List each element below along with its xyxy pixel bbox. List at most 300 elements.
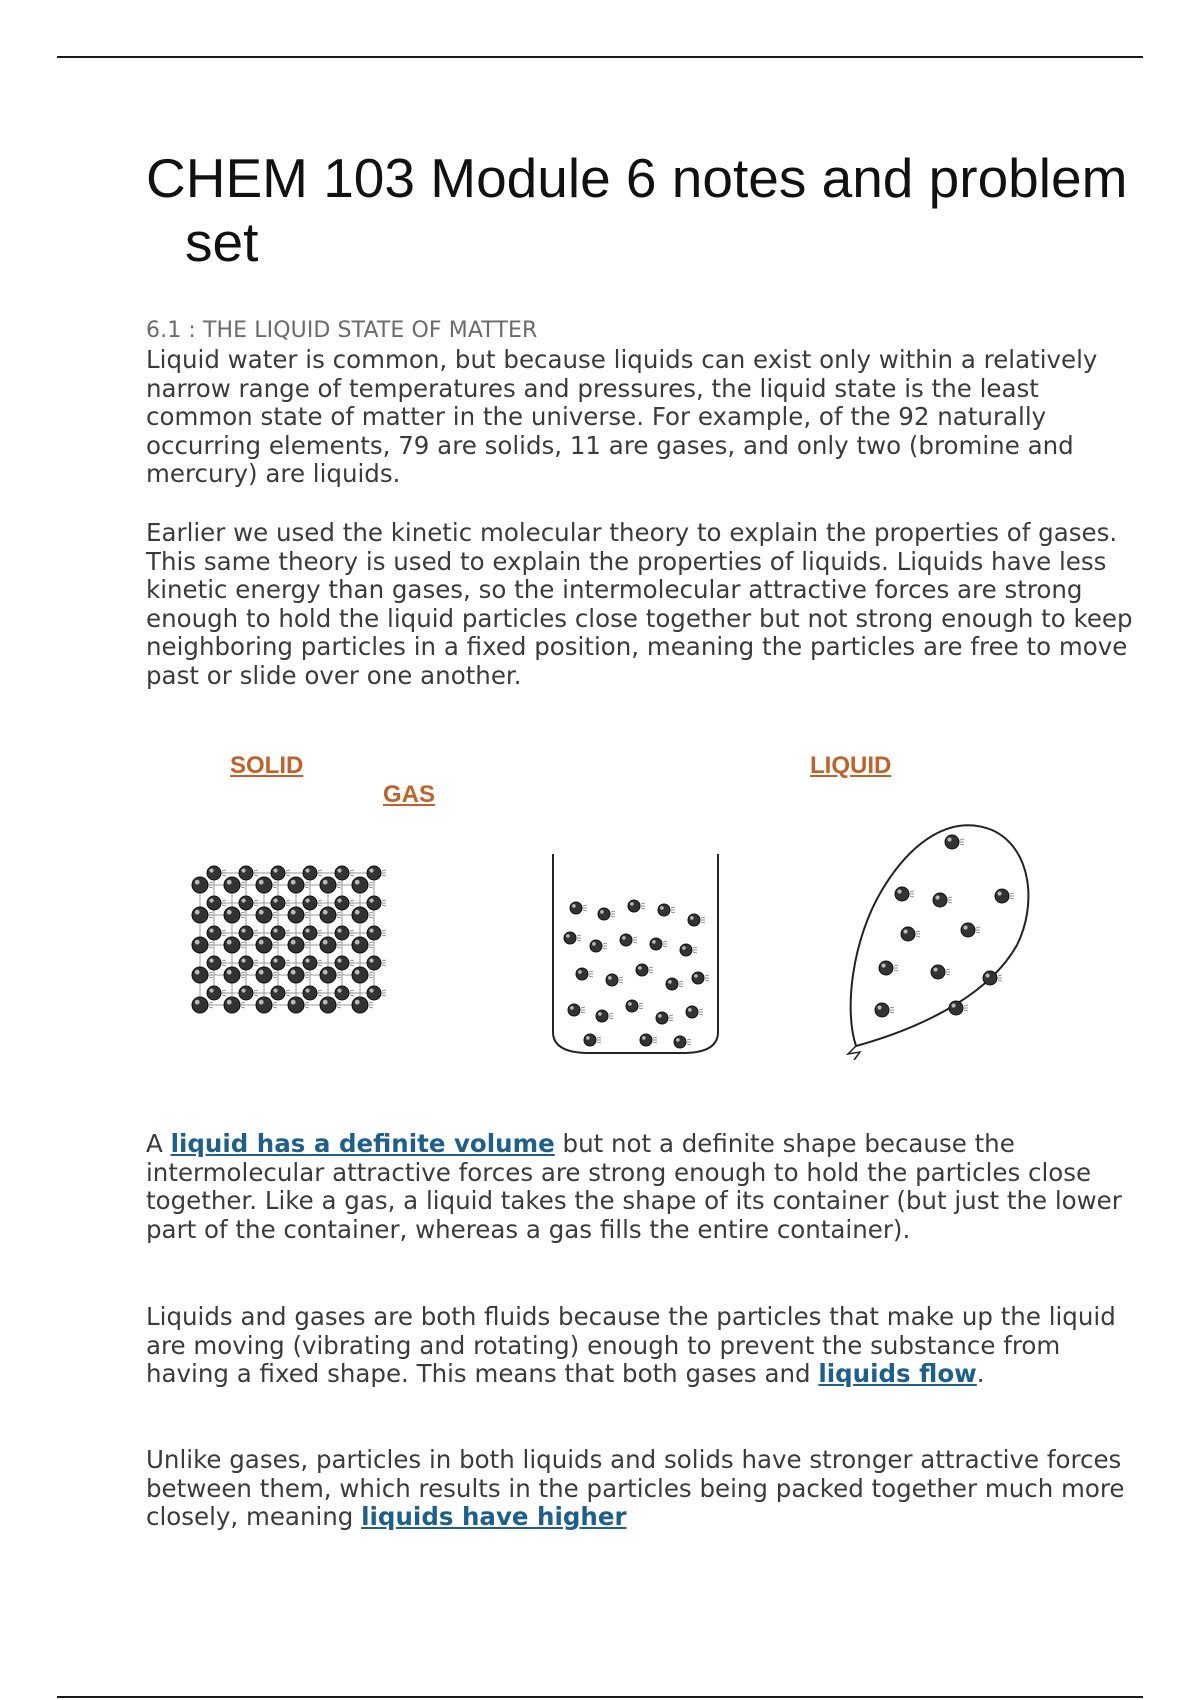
- solid-particle-motion-line: [318, 935, 322, 936]
- solid-particle-motion-line: [209, 977, 213, 978]
- liquid-particle: [640, 1034, 657, 1046]
- p5-pre: Unlike gases, particles in both liquids and solids have stronger attractive forces between them, which results in the particles being packed together much more closely, meaning: [146, 1445, 1125, 1532]
- liquid-particle-highlight: [600, 910, 604, 914]
- solid-particle-core: [224, 907, 240, 923]
- solid-particle-motion-line: [318, 930, 322, 931]
- solid-particle-motion-line: [241, 1007, 245, 1008]
- solid-particle-motion-line: [273, 912, 277, 913]
- solid-particle-core: [303, 926, 317, 940]
- solid-particle: [288, 937, 309, 953]
- liquid-particle: [606, 974, 623, 986]
- solid-particle-core: [271, 896, 285, 910]
- gas-particle-motion-line: [890, 1007, 894, 1008]
- solid-particle-motion-line: [318, 905, 322, 906]
- beaker-particles: [564, 900, 709, 1048]
- paragraph-density: [146, 1446, 1146, 1532]
- solid-particle: [335, 986, 354, 1000]
- solid-particle: [367, 986, 386, 1000]
- liquid-particle-highlight: [682, 946, 686, 950]
- bottom-rule: [57, 1696, 1143, 1698]
- solid-particle-highlight: [369, 898, 373, 902]
- solid-particle-motion-line: [273, 977, 277, 978]
- solid-particle-motion-line: [382, 905, 386, 906]
- liquid-particle-core: [650, 938, 662, 950]
- solid-particle-core: [320, 937, 336, 953]
- solid-particle-core: [288, 907, 304, 923]
- liquid-particle-core: [596, 1010, 608, 1022]
- solid-particle-highlight: [323, 940, 328, 945]
- solid-particle-motion-line: [254, 935, 258, 936]
- solid-particle: [335, 866, 354, 880]
- solid-particle-motion-line: [286, 900, 290, 901]
- solid-particle-motion-line: [350, 995, 354, 996]
- gas-particle-core: [879, 961, 893, 975]
- solid-particle-core: [288, 997, 304, 1013]
- liquid-particle-motion-line: [589, 976, 593, 977]
- solid-particle-highlight: [195, 880, 200, 885]
- solid-particle-core: [352, 877, 368, 893]
- solid-particle: [239, 866, 258, 880]
- liquid-particle-highlight: [638, 966, 642, 970]
- solid-particle: [207, 866, 226, 880]
- gas-particle-motion-line: [1010, 898, 1014, 899]
- solid-particle-motion-line: [241, 917, 245, 918]
- liquid-beaker-illustration: [546, 850, 726, 1060]
- solid-particle: [256, 937, 277, 953]
- solid-particle-highlight: [355, 940, 360, 945]
- liquid-particle-motion-line: [589, 971, 593, 972]
- solid-particle: [352, 967, 373, 983]
- solid-particle-motion-line: [222, 995, 226, 996]
- liquid-particle-motion-line: [699, 1014, 703, 1015]
- solid-particle-motion-line: [350, 870, 354, 871]
- solid-particle-highlight: [273, 868, 277, 872]
- gas-particle-highlight: [997, 891, 1001, 895]
- gas-particle: [933, 893, 952, 907]
- solid-particle-core: [335, 866, 349, 880]
- solid-particle: [352, 997, 373, 1013]
- solid-particle-highlight: [355, 880, 360, 885]
- liquid-particle-highlight: [630, 902, 634, 906]
- solid-particle-core: [288, 967, 304, 983]
- solid-particle-motion-line: [209, 972, 213, 973]
- solid-particle: [335, 956, 354, 970]
- solid-particle-motion-line: [369, 972, 373, 973]
- solid-particle-core: [256, 997, 272, 1013]
- solid-particle-motion-line: [254, 965, 258, 966]
- liquid-particle-motion-line: [669, 1015, 673, 1016]
- link-liquids-flow[interactable]: liquids flow: [818, 1359, 977, 1389]
- liquid-particle-core: [658, 904, 670, 916]
- solid-particle: [271, 986, 290, 1000]
- solid-particle-highlight: [241, 988, 245, 992]
- liquid-particle-motion-line: [663, 941, 667, 942]
- liquid-particle: [596, 1010, 613, 1022]
- liquid-particle-highlight: [660, 906, 664, 910]
- solid-particle-highlight: [337, 898, 341, 902]
- solid-particle-motion-line: [222, 875, 226, 876]
- solid-particle-highlight: [305, 988, 309, 992]
- solid-particle-motion-line: [350, 935, 354, 936]
- liquid-particle-core: [680, 944, 692, 956]
- solid-particle-motion-line: [286, 930, 290, 931]
- solid-particle-motion-line: [337, 887, 341, 888]
- solid-particle-motion-line: [305, 887, 309, 888]
- liquid-particle-motion-line: [705, 975, 709, 976]
- solid-particle: [192, 907, 213, 923]
- solid-particle-motion-line: [222, 930, 226, 931]
- gas-particle-motion-line: [916, 931, 920, 932]
- solid-particle: [224, 907, 245, 923]
- solid-particle-motion-line: [222, 900, 226, 901]
- solid-particle-motion-line: [273, 972, 277, 973]
- solid-particle-highlight: [195, 910, 200, 915]
- solid-particle-core: [224, 937, 240, 953]
- liquid-particle-motion-line: [641, 903, 645, 904]
- gas-particle-motion-line: [964, 1010, 968, 1011]
- gas-particle-highlight: [881, 963, 885, 967]
- liquid-particle: [656, 1012, 673, 1024]
- paragraph-liquid-rarity: Liquid water is common, but because liquids can exist only within a relatively narrow range of temperatures and pressures, the liquid state is the least common state of matter in the universe. For example, of the 92 naturally occurring elements, 79 are solids, 11 are gases, and only two (bromine and mercury) are liquids.: [146, 345, 1098, 489]
- solid-particle-motion-line: [209, 917, 213, 918]
- solid-particle-core: [192, 937, 208, 953]
- solid-particle-highlight: [241, 958, 245, 962]
- solid-particle-motion-line: [382, 965, 386, 966]
- liquid-particle-motion-line: [653, 1037, 657, 1038]
- solid-particle-motion-line: [241, 972, 245, 973]
- solid-particle-motion-line: [369, 1002, 373, 1003]
- solid-particle-motion-line: [318, 990, 322, 991]
- gas-particle: [995, 889, 1014, 903]
- gas-particle-highlight: [877, 1005, 881, 1009]
- solid-particle: [207, 956, 226, 970]
- solid-particle-motion-line: [382, 870, 386, 871]
- solid-particle-motion-line: [273, 1007, 277, 1008]
- liquid-particle-highlight: [694, 974, 698, 978]
- solid-particle-motion-line: [318, 900, 322, 901]
- gas-particle-highlight: [963, 925, 967, 929]
- solid-particle-motion-line: [337, 912, 341, 913]
- solid-particle: [239, 956, 258, 970]
- liquid-particle-core: [590, 940, 602, 952]
- link-liquids-have-higher[interactable]: liquids have higher: [361, 1502, 627, 1532]
- beaker-outline: [553, 854, 718, 1053]
- label-gas: GAS: [383, 781, 436, 808]
- gas-particle-motion-line: [1010, 893, 1014, 894]
- gas-particle-motion-line: [916, 936, 920, 937]
- solid-particle-motion-line: [222, 905, 226, 906]
- liquid-particle-core: [568, 1004, 580, 1016]
- title-line-2: set: [185, 211, 259, 273]
- solid-particle-core: [367, 866, 381, 880]
- solid-particle-core: [303, 986, 317, 1000]
- liquid-particle: [620, 934, 637, 946]
- solid-particle-motion-line: [350, 930, 354, 931]
- solid-particle-motion-line: [350, 965, 354, 966]
- solid-particle: [303, 926, 322, 940]
- solid-particle-highlight: [291, 1000, 296, 1005]
- solid-particle-highlight: [195, 970, 200, 975]
- solid-particle-motion-line: [254, 990, 258, 991]
- liquid-particle-motion-line: [687, 1039, 691, 1040]
- solid-particle-motion-line: [337, 942, 341, 943]
- gas-particle-motion-line: [946, 969, 950, 970]
- gas-balloon-illustration: [842, 810, 1042, 1060]
- solid-particle-motion-line: [222, 960, 226, 961]
- gas-particle-motion-line: [910, 891, 914, 892]
- solid-particle-core: [192, 907, 208, 923]
- solid-particle-core: [271, 986, 285, 1000]
- solid-particle-core: [367, 956, 381, 970]
- gas-particle: [901, 927, 920, 941]
- solid-particle-motion-line: [382, 900, 386, 901]
- liquid-particle: [650, 938, 667, 950]
- solid-particle-motion-line: [254, 905, 258, 906]
- solid-particle-highlight: [241, 898, 245, 902]
- liquid-particle: [568, 1004, 585, 1016]
- solid-particle-core: [192, 997, 208, 1013]
- solid-particle-motion-line: [254, 960, 258, 961]
- gas-particle-core: [895, 887, 909, 901]
- liquid-particle: [680, 944, 697, 956]
- gas-particle: [949, 1001, 968, 1015]
- solid-particle: [192, 967, 213, 983]
- solid-particle-core: [335, 926, 349, 940]
- paragraph-definite-volume: [146, 1130, 1146, 1244]
- solid-particle-motion-line: [337, 882, 341, 883]
- solid-particle-motion-line: [241, 942, 245, 943]
- gas-particle-motion-line: [894, 965, 898, 966]
- liquid-particle: [674, 1036, 691, 1048]
- solid-particle-highlight: [355, 910, 360, 915]
- solid-particle-highlight: [305, 898, 309, 902]
- solid-particle-core: [207, 956, 221, 970]
- liquid-particle-highlight: [668, 980, 672, 984]
- solid-particle-highlight: [355, 1000, 360, 1005]
- liquid-particle-motion-line: [603, 948, 607, 949]
- gas-particle-core: [949, 1001, 963, 1015]
- solid-particle-motion-line: [369, 977, 373, 978]
- solid-particle: [288, 907, 309, 923]
- solid-particle-motion-line: [286, 995, 290, 996]
- solid-particle-highlight: [369, 928, 373, 932]
- liquid-particle-core: [640, 1034, 652, 1046]
- solid-particle-motion-line: [337, 947, 341, 948]
- solid-particle-core: [271, 926, 285, 940]
- solid-particle-highlight: [195, 940, 200, 945]
- gas-particle-core: [995, 889, 1009, 903]
- solid-particle-core: [335, 986, 349, 1000]
- solid-particle-highlight: [305, 868, 309, 872]
- gas-particle-motion-line: [948, 902, 952, 903]
- solid-particle-motion-line: [382, 930, 386, 931]
- solid-particle-motion-line: [209, 887, 213, 888]
- liquid-particle-motion-line: [597, 1037, 601, 1038]
- liquid-particle-highlight: [676, 1038, 680, 1042]
- solid-particle: [224, 937, 245, 953]
- solid-particle-motion-line: [305, 977, 309, 978]
- liquid-particle-motion-line: [577, 940, 581, 941]
- gas-particle-highlight: [897, 889, 901, 893]
- solid-particle: [303, 956, 322, 970]
- solid-particle: [224, 967, 245, 983]
- liquid-particle-core: [570, 902, 582, 914]
- liquid-particle: [658, 904, 675, 916]
- p4-post: .: [976, 1359, 985, 1389]
- solid-particle: [288, 967, 309, 983]
- solid-particle-motion-line: [337, 1007, 341, 1008]
- gas-particle-core: [933, 893, 947, 907]
- liquid-particle-motion-line: [603, 943, 607, 944]
- solid-particle-motion-line: [318, 870, 322, 871]
- solid-particle-core: [367, 926, 381, 940]
- liquid-particle: [584, 1034, 601, 1046]
- solid-particle-highlight: [355, 970, 360, 975]
- solid-particle: [303, 866, 322, 880]
- solid-particle-core: [239, 956, 253, 970]
- solid-particle: [224, 997, 245, 1013]
- liquid-particle-motion-line: [609, 1018, 613, 1019]
- solid-particle: [256, 907, 277, 923]
- solid-particle-core: [224, 997, 240, 1013]
- liquid-particle-core: [688, 914, 700, 926]
- solid-particle: [207, 926, 226, 940]
- gas-particle-motion-line: [964, 1005, 968, 1006]
- gas-particle-highlight: [935, 895, 939, 899]
- solid-particle-highlight: [337, 988, 341, 992]
- paragraph-kinetic-theory: Earlier we used the kinetic molecular theory to explain the properties of gases. This same theory is used to explain the properties of liquids. Liquids have less kinetic energy than gases, so the intermolecular attractive forces are strong enough to hold the liquid particles close together but not strong enough to keep neighboring particles in a fixed position, meaning the particles are free to move past or slide over one another.: [146, 518, 1133, 690]
- gas-particle: [931, 965, 950, 979]
- solid-particle: [288, 997, 309, 1013]
- solid-particle-motion-line: [241, 977, 245, 978]
- solid-particle-highlight: [291, 880, 296, 885]
- liquid-particle-core: [584, 1034, 596, 1046]
- solid-particle-core: [320, 997, 336, 1013]
- liquid-particle-highlight: [658, 1014, 662, 1018]
- solid-particle-motion-line: [254, 900, 258, 901]
- solid-particle-motion-line: [318, 995, 322, 996]
- solid-particle-core: [271, 956, 285, 970]
- solid-particle-motion-line: [254, 995, 258, 996]
- liquid-particle-highlight: [578, 970, 582, 974]
- p3-post: but not a definite shape because the intermolecular attractive forces are strong enough to hold the particles close together. Like a gas, a liquid takes the shape of its container (but just the lower part of the container, whereas a gas fills the entire container).: [146, 1129, 1122, 1244]
- solid-particle-motion-line: [305, 917, 309, 918]
- solid-particle-motion-line: [241, 912, 245, 913]
- gas-particle-motion-line: [960, 844, 964, 845]
- solid-particle-highlight: [259, 970, 264, 975]
- p3-pre: A: [146, 1129, 171, 1158]
- solid-particle-highlight: [323, 910, 328, 915]
- liquid-particle-motion-line: [619, 977, 623, 978]
- liquid-particle-motion-line: [671, 912, 675, 913]
- solid-particle-highlight: [209, 868, 213, 872]
- solid-particle: [320, 877, 341, 893]
- solid-particle-core: [320, 907, 336, 923]
- solid-particle: [320, 937, 341, 953]
- solid-particle-highlight: [323, 970, 328, 975]
- link-liquid-definite-volume[interactable]: liquid has a definite volume: [170, 1129, 555, 1158]
- solid-particle-highlight: [259, 880, 264, 885]
- liquid-particle-motion-line: [699, 1009, 703, 1010]
- solid-particle: [192, 997, 213, 1013]
- solid-particle-motion-line: [305, 882, 309, 883]
- liquid-particle-motion-line: [705, 980, 709, 981]
- solid-particle-motion-line: [286, 960, 290, 961]
- liquid-particle-highlight: [652, 940, 656, 944]
- solid-particle-motion-line: [337, 917, 341, 918]
- solid-particle-highlight: [273, 988, 277, 992]
- liquid-particle-motion-line: [693, 952, 697, 953]
- liquid-particle-motion-line: [679, 981, 683, 982]
- solid-particle-highlight: [195, 1000, 200, 1005]
- liquid-particle-motion-line: [639, 1008, 643, 1009]
- page-title: [146, 146, 1156, 274]
- gas-particle-core: [983, 971, 997, 985]
- liquid-particle-motion-line: [649, 972, 653, 973]
- solid-particle-core: [303, 866, 317, 880]
- solid-particle-motion-line: [209, 912, 213, 913]
- solid-particle-motion-line: [305, 912, 309, 913]
- liquid-particle-highlight: [586, 1036, 590, 1040]
- solid-particle: [320, 967, 341, 983]
- liquid-particle-motion-line: [583, 910, 587, 911]
- liquid-particle-core: [692, 972, 704, 984]
- solid-particle-core: [352, 967, 368, 983]
- solid-particle-core: [367, 896, 381, 910]
- solid-particle-motion-line: [305, 1007, 309, 1008]
- solid-particle-highlight: [259, 910, 264, 915]
- solid-particle-motion-line: [273, 917, 277, 918]
- liquid-particle-motion-line: [611, 911, 615, 912]
- solid-particle-highlight: [369, 988, 373, 992]
- balloon-knot: [848, 1046, 860, 1060]
- liquid-particle-motion-line: [633, 937, 637, 938]
- solid-particle-motion-line: [337, 1002, 341, 1003]
- solid-particle: [256, 877, 277, 893]
- liquid-particle: [688, 914, 705, 926]
- solid-particle-highlight: [209, 988, 213, 992]
- solid-particle-motion-line: [369, 912, 373, 913]
- solid-particle-motion-line: [209, 882, 213, 883]
- liquid-particle-motion-line: [679, 986, 683, 987]
- solid-particle-core: [224, 967, 240, 983]
- liquid-particle-core: [620, 934, 632, 946]
- solid-particle-motion-line: [369, 1007, 373, 1008]
- solid-particle-motion-line: [241, 882, 245, 883]
- solid-particle-motion-line: [209, 1007, 213, 1008]
- solid-particles: [192, 866, 386, 1013]
- solid-particle-highlight: [227, 910, 232, 915]
- solid-particle-motion-line: [209, 942, 213, 943]
- liquid-particle-core: [674, 1036, 686, 1048]
- solid-particle-core: [207, 986, 221, 1000]
- gas-particle-motion-line: [948, 897, 952, 898]
- liquid-particle-highlight: [608, 976, 612, 980]
- liquid-particle: [666, 978, 683, 990]
- gas-particle-motion-line: [998, 980, 1002, 981]
- solid-particle-core: [335, 956, 349, 970]
- solid-particle-motion-line: [222, 990, 226, 991]
- solid-particle: [367, 926, 386, 940]
- solid-particle: [367, 956, 386, 970]
- solid-particle-motion-line: [337, 972, 341, 973]
- liquid-particle-core: [598, 908, 610, 920]
- solid-particle-motion-line: [350, 905, 354, 906]
- label-solid: SOLID: [230, 752, 304, 779]
- solid-particle-motion-line: [254, 930, 258, 931]
- solid-particle: [239, 926, 258, 940]
- solid-particle: [335, 896, 354, 910]
